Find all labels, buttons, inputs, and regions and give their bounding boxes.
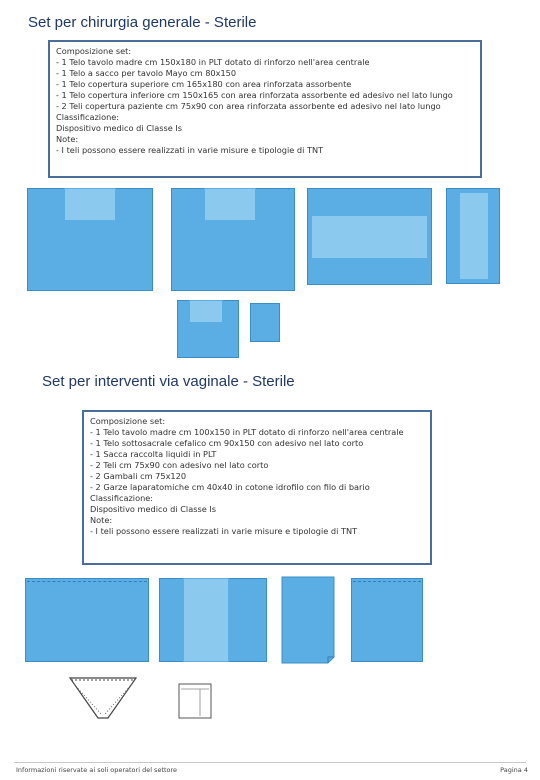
page-number: Pagina 4	[500, 766, 528, 774]
text-line: - I teli possono essere realizzati in varie misure e tipologie di TNT	[90, 526, 358, 536]
text-line: - 2 Garze laparatomiche cm 40x40 in cotone idrofilo con filo di bario	[90, 482, 370, 492]
legging-icon	[68, 674, 138, 724]
text-line: - 1 Telo tavolo madre cm 150x180 in PLT dotato di rinforzo nell'area centrale	[56, 57, 370, 67]
absorbent-band-illustration	[459, 192, 489, 280]
text-line: - 1 Sacca raccolta liquidi in PLT	[90, 449, 217, 459]
text-line: - 1 Telo sottosacrale cefalico cm 90x150 con adesivo nel lato corto	[90, 438, 364, 448]
section2-title: Set per interventi via vaginale - Sterile	[42, 373, 295, 390]
absorbent-band-illustration	[311, 215, 428, 259]
text-line: - 2 Teli cm 75x90 con adesivo nel lato corto	[90, 460, 269, 470]
folded-drape-illustration	[250, 303, 280, 342]
text-line: - 1 Telo tavolo madre cm 100x150 in PLT dotato di rinforzo nell'area centrale	[90, 427, 404, 437]
adhesive-drape-illustration	[351, 578, 423, 662]
text-line: Dispositivo medico di Classe Is	[90, 504, 217, 514]
text-line: - 2 Teli copertura paziente cm 75x90 con area rinforzata assorbente ed adesivo nel lato lungo	[56, 101, 441, 111]
gauze-illustration	[178, 683, 212, 719]
text-line: - 1 Telo copertura superiore cm 165x180 con area rinforzata assorbente	[56, 79, 352, 89]
adhesive-strip-illustration	[27, 581, 147, 582]
table-drape-illustration	[25, 578, 149, 662]
text-line: Note:	[56, 134, 79, 144]
text-line: Dispositivo medico di Classe Is	[56, 123, 183, 133]
reinforced-area-illustration	[204, 188, 256, 221]
collection-bag-icon	[280, 575, 336, 665]
section1-description-box	[48, 40, 482, 178]
gauze-icon	[178, 683, 212, 719]
text-line: Composizione set:	[56, 46, 132, 56]
text-line: Composizione set:	[90, 416, 166, 426]
text-line: Note:	[90, 515, 113, 525]
text-line: - I teli possono essere realizzati in varie misure e tipologie di TNT	[56, 145, 324, 155]
reinforced-area-illustration	[64, 188, 116, 221]
section2-description-box	[82, 410, 432, 565]
leggings-illustration	[68, 674, 138, 724]
reinforced-area-illustration	[183, 578, 229, 662]
text-line: Classificazione:	[56, 112, 120, 122]
text-line: - 1 Telo copertura inferiore cm 150x165 con area rinforzata assorbente ed adesivo nel lato lungo	[56, 90, 453, 100]
text-line: - 2 Gambali cm 75x120	[90, 471, 187, 481]
section1-title: Set per chirurgia generale - Sterile	[28, 14, 257, 31]
adhesive-strip-illustration	[353, 581, 421, 582]
collection-bag-illustration	[280, 575, 336, 665]
text-line: Classificazione:	[90, 493, 154, 503]
footer-left-text: Informazioni riservate ai soli operatori del settore	[16, 766, 178, 774]
footer-divider	[14, 762, 526, 763]
reinforced-area-illustration	[189, 300, 223, 323]
text-line: - 1 Telo a sacco per tavolo Mayo cm 80x150	[56, 68, 237, 78]
